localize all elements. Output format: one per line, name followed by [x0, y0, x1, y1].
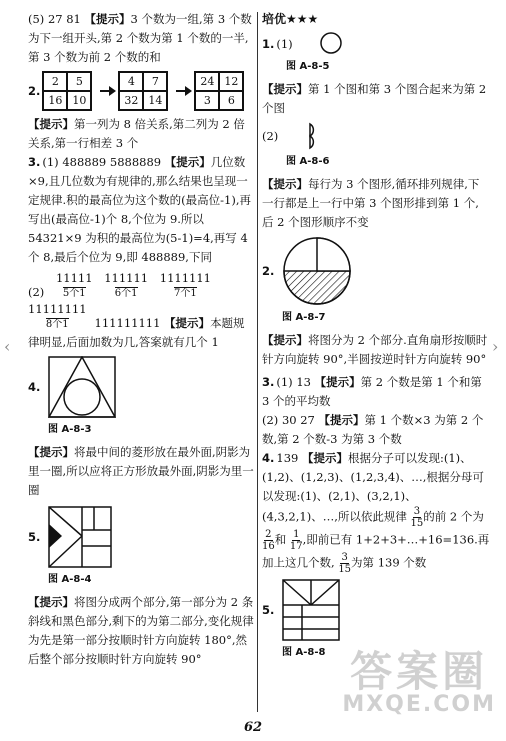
q1-1-row: 1. (1) [262, 35, 490, 55]
ones-group-7: 1111111 7个1 [159, 271, 211, 299]
q4-figure-row: 4. [28, 356, 254, 418]
q3-2-hint: 11111111 8个1 111111111 【提示】本题规律明显,后面加数为几,答案就有几个 1 [28, 302, 245, 349]
q5-hint: 【提示】将图分成两个部分,第一部分为 2 条斜线和黑色部分,剩下的为第二部分,变化规律为先是第一部分按顺时针方向旋转 180°,然后整个部分按顺时针方向旋转 90° [28, 595, 254, 666]
next-page-arrow[interactable]: › [492, 337, 499, 356]
page-number: 62 [243, 720, 263, 735]
figure-a-8-7 [282, 236, 352, 306]
figure-a-8-4 [48, 506, 112, 568]
ones-group-8: 11111111 8个1 [28, 302, 87, 330]
prev-page-arrow[interactable]: ‹ [4, 337, 11, 356]
hint-label: 【提示】 [84, 12, 131, 26]
q3-answer: 3. (1) 488889 5888889 【提示】几位数×9,且几位数为有规律的,那么结果也呈现一定规律.积的最高位为这个数的(最高位-1),再写出(最高位-1)个 8,个位为 9.所以 54321×9 为积的最高位为(5-1)=4,再写 4 个 8,最后个位为 9,即 488889,下同 [28, 155, 251, 264]
figure-caption: 图 A-8-5 [286, 61, 330, 72]
q3-2-answer: (2) 30 27 【提示】第 1 个数×3 为第 2 个数,第 2 个数-3 为第 3 个数 [262, 413, 484, 446]
figure-caption: 图 A-8-8 [282, 647, 326, 658]
q2-grids: 2. 2 5 16 10 4 7 32 14 24 12 3 6 [28, 71, 254, 111]
left-column [28, 10, 254, 669]
q4-hint: 【提示】将最中间的菱形放在最外面,阴影为里一圈,所以应将正方形放最外面,阴影为里一圈 [28, 445, 254, 497]
q2-hint: 【提示】第一列为 8 倍关系,第二列为 2 倍关系,第一行相差 3 个 [28, 117, 245, 150]
q1-2-row: (2) [262, 122, 490, 150]
watermark-logo: 答案圈 MXQE.COM [342, 647, 496, 717]
arrow-icon [176, 90, 190, 92]
figure-a-8-8 [282, 579, 340, 641]
ones-group-6: 111111 6个1 [104, 271, 149, 299]
q2-hint: 【提示】将图分为 2 个部分.直角扇形按顺时针方向旋转 90°,半圆按逆时针方向旋转 90° [262, 333, 488, 366]
column-divider [257, 12, 258, 712]
circle-figure [319, 31, 343, 55]
ones-group-5: 11111 5个1 [55, 271, 93, 299]
figure-caption: 图 A-8-3 [48, 424, 92, 435]
figure-caption: 图 A-8-6 [286, 156, 330, 167]
figure-a-8-3 [48, 356, 116, 418]
right-column [262, 10, 490, 666]
q3-2-ones: (2) 11111 5个1 111111 6个1 1111111 7个1 [28, 271, 211, 299]
q5-figure-row: 5. [262, 579, 490, 641]
figure-caption: 图 A-8-4 [48, 574, 92, 585]
fraction: $\frac{3}{15}$ [338, 552, 352, 575]
number-grid-2: 4 7 32 14 [118, 71, 168, 111]
q3-1-answer: 3. (1) 13 【提示】第 2 个数是第 1 个和第 3 个的平均数 [262, 375, 482, 408]
q2-figure-row: 2. [262, 236, 490, 306]
q1-1-hint: 【提示】第 1 个图和第 3 个图合起来为第 2 个图 [262, 82, 487, 115]
section-title: 培优★★★ [262, 12, 319, 26]
fraction: $\frac{3}{15}$ [410, 506, 424, 529]
arrow-icon [100, 90, 114, 92]
number-grid-3: 24 12 3 6 [194, 71, 244, 111]
figure-caption: 图 A-8-7 [282, 312, 326, 323]
fraction: $\frac{1}{17}$ [289, 529, 303, 552]
q1-2-hint: 【提示】每行为 3 个图形,循环排列规律,下一行都是上一行中第 3 个图形排到第 1 个,后 2 个图形顺序不变 [262, 177, 480, 229]
q5-figure-row: 5. [28, 506, 254, 568]
q1-5-answer: (5) 27 81 【提示】3 个数为一组,第 3 个数为下一组开头,第 2 个数为第 1 个数的一半,第 3 个数为前 2 个数的和 [28, 12, 252, 64]
number-grid-1: 2 5 16 10 [42, 71, 92, 111]
q4-answer: 4. 139 【提示】根据分子可以发现:(1)、(1,2)、(1,2,3)、(1,2,3,4)、…,根据分母可以发现:(1)、(2,1)、(3,2,1)、(4,3,2,1)、…,所以依此规律 $\frac{3}{15}$ 的前 2 个为 $\frac{2}{16}$ 和 $\frac{1}{17}$ ,即前已有 1+2+3+…+16=136.再加上这几个数, $\frac{3}{15}$ 为第 139 个数 [262, 451, 490, 575]
fraction: $\frac{2}{16}$ [262, 529, 275, 552]
halfmoon-figure [302, 122, 322, 150]
